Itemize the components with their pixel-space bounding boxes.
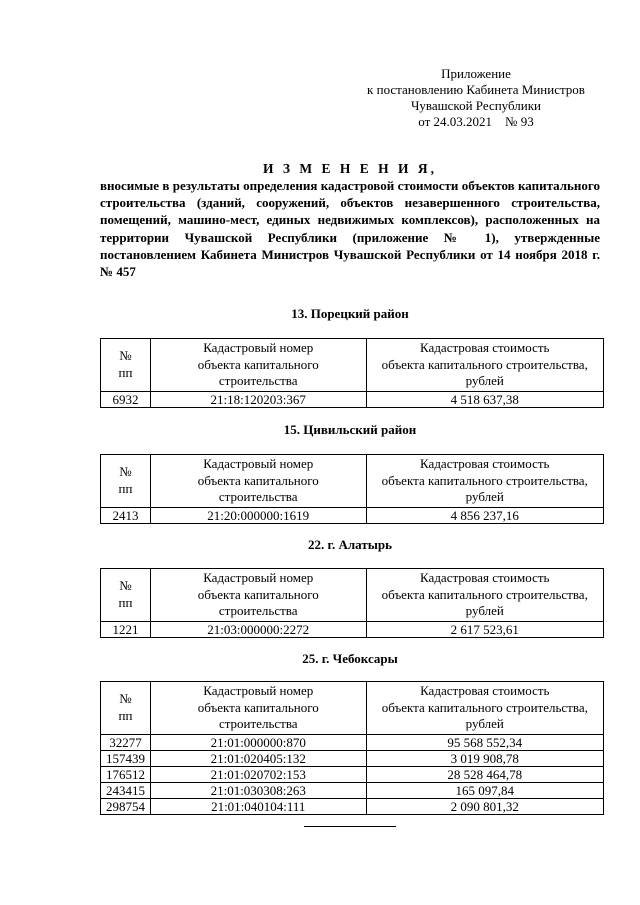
- end-divider: [304, 826, 396, 827]
- header-num: № пп: [101, 682, 151, 735]
- cell-num: 32277: [101, 734, 151, 750]
- section-title-poretsky: 13. Порецкий район: [291, 306, 409, 321]
- cell-value: 2 090 801,32: [366, 798, 603, 814]
- cell-cadastral-number: 21:03:000000:2272: [150, 621, 366, 637]
- table-header-row: [101, 569, 604, 622]
- header-cadastral-number: Кадастровый номер объекта капитального строительства: [150, 569, 366, 622]
- section-table-cheboksary: [100, 681, 604, 815]
- table-row: [101, 621, 604, 637]
- section-title-alatyr: 22. г. Алатырь: [308, 537, 392, 552]
- table-header-row: [101, 455, 604, 508]
- cell-num: 176512: [101, 766, 151, 782]
- section-table-alatyr: [100, 568, 604, 638]
- table-row: [101, 734, 604, 750]
- cell-num: 157439: [101, 750, 151, 766]
- section-title-cheboksary: 25. г. Чебоксары: [302, 651, 398, 666]
- cell-cadastral-number: 21:01:020702:153: [150, 766, 366, 782]
- cell-value: 4 856 237,16: [366, 507, 603, 523]
- cell-cadastral-number: 21:01:020405:132: [150, 750, 366, 766]
- table-row: [101, 798, 604, 814]
- cell-cadastral-number: 21:01:040104:111: [150, 798, 366, 814]
- annex-header: [356, 66, 596, 130]
- cell-cadastral-number: 21:18:120203:367: [150, 391, 366, 407]
- annex-line-2: к постановлению Кабинета Министров: [367, 82, 585, 97]
- header-num: № пп: [101, 455, 151, 508]
- cell-value: 4 518 637,38: [366, 391, 603, 407]
- section-title-tsivilsky: 15. Цивильский район: [283, 422, 417, 437]
- annex-line-1: Приложение: [441, 66, 511, 81]
- table-row: [101, 391, 604, 407]
- cell-num: 2413: [101, 507, 151, 523]
- section-table-poretsky: [100, 338, 604, 408]
- cell-value: 95 568 552,34: [366, 734, 603, 750]
- cell-num: 1221: [101, 621, 151, 637]
- cell-value: 2 617 523,61: [366, 621, 603, 637]
- header-cadastral-value: Кадастровая стоимость объекта капитального строительства, рублей: [366, 339, 603, 392]
- cell-num: 243415: [101, 782, 151, 798]
- header-cadastral-number: Кадастровый номер объекта капитального строительства: [150, 455, 366, 508]
- cell-cadastral-number: 21:01:000000:870: [150, 734, 366, 750]
- table-row: [101, 507, 604, 523]
- document-title: И З М Е Н Е Н И Я,: [262, 161, 437, 176]
- table-row: [101, 766, 604, 782]
- cell-value: 28 528 464,78: [366, 766, 603, 782]
- cell-num: 6932: [101, 391, 151, 407]
- header-cadastral-number: Кадастровый номер объекта капитального строительства: [150, 682, 366, 735]
- annex-line-4: от 24.03.2021 № 93: [418, 114, 534, 129]
- table-row: [101, 750, 604, 766]
- header-num: № пп: [101, 569, 151, 622]
- cell-value: 165 097,84: [366, 782, 603, 798]
- cell-cadastral-number: 21:20:000000:1619: [150, 507, 366, 523]
- annex-line-3: Чувашской Республики: [410, 98, 542, 113]
- header-cadastral-value: Кадастровая стоимость объекта капитального строительства, рублей: [366, 569, 603, 622]
- cell-num: 298754: [101, 798, 151, 814]
- header-cadastral-number: Кадастровый номер объекта капитального строительства: [150, 339, 366, 392]
- section-table-tsivilsky: [100, 454, 604, 524]
- header-cadastral-value: Кадастровая стоимость объекта капитального строительства, рублей: [366, 682, 603, 735]
- table-row: [101, 782, 604, 798]
- header-cadastral-value: Кадастровая стоимость объекта капитального строительства, рублей: [366, 455, 603, 508]
- header-num: № пп: [101, 339, 151, 392]
- table-header-row: [101, 682, 604, 735]
- document-description: вносимые в результаты определения кадастровой стоимости объектов капитального строительства (зданий, сооружений, объектов незавершенного строительства, помещений, машино-мест, единых недвижимых комплексов), расположенных на территории Чувашской Республики (приложение № 1), утвержденные постановлением Кабинета Министров Чувашской Республики от 14 ноября 2018 г. № 457: [100, 178, 600, 280]
- cell-cadastral-number: 21:01:030308:263: [150, 782, 366, 798]
- cell-value: 3 019 908,78: [366, 750, 603, 766]
- table-header-row: [101, 339, 604, 392]
